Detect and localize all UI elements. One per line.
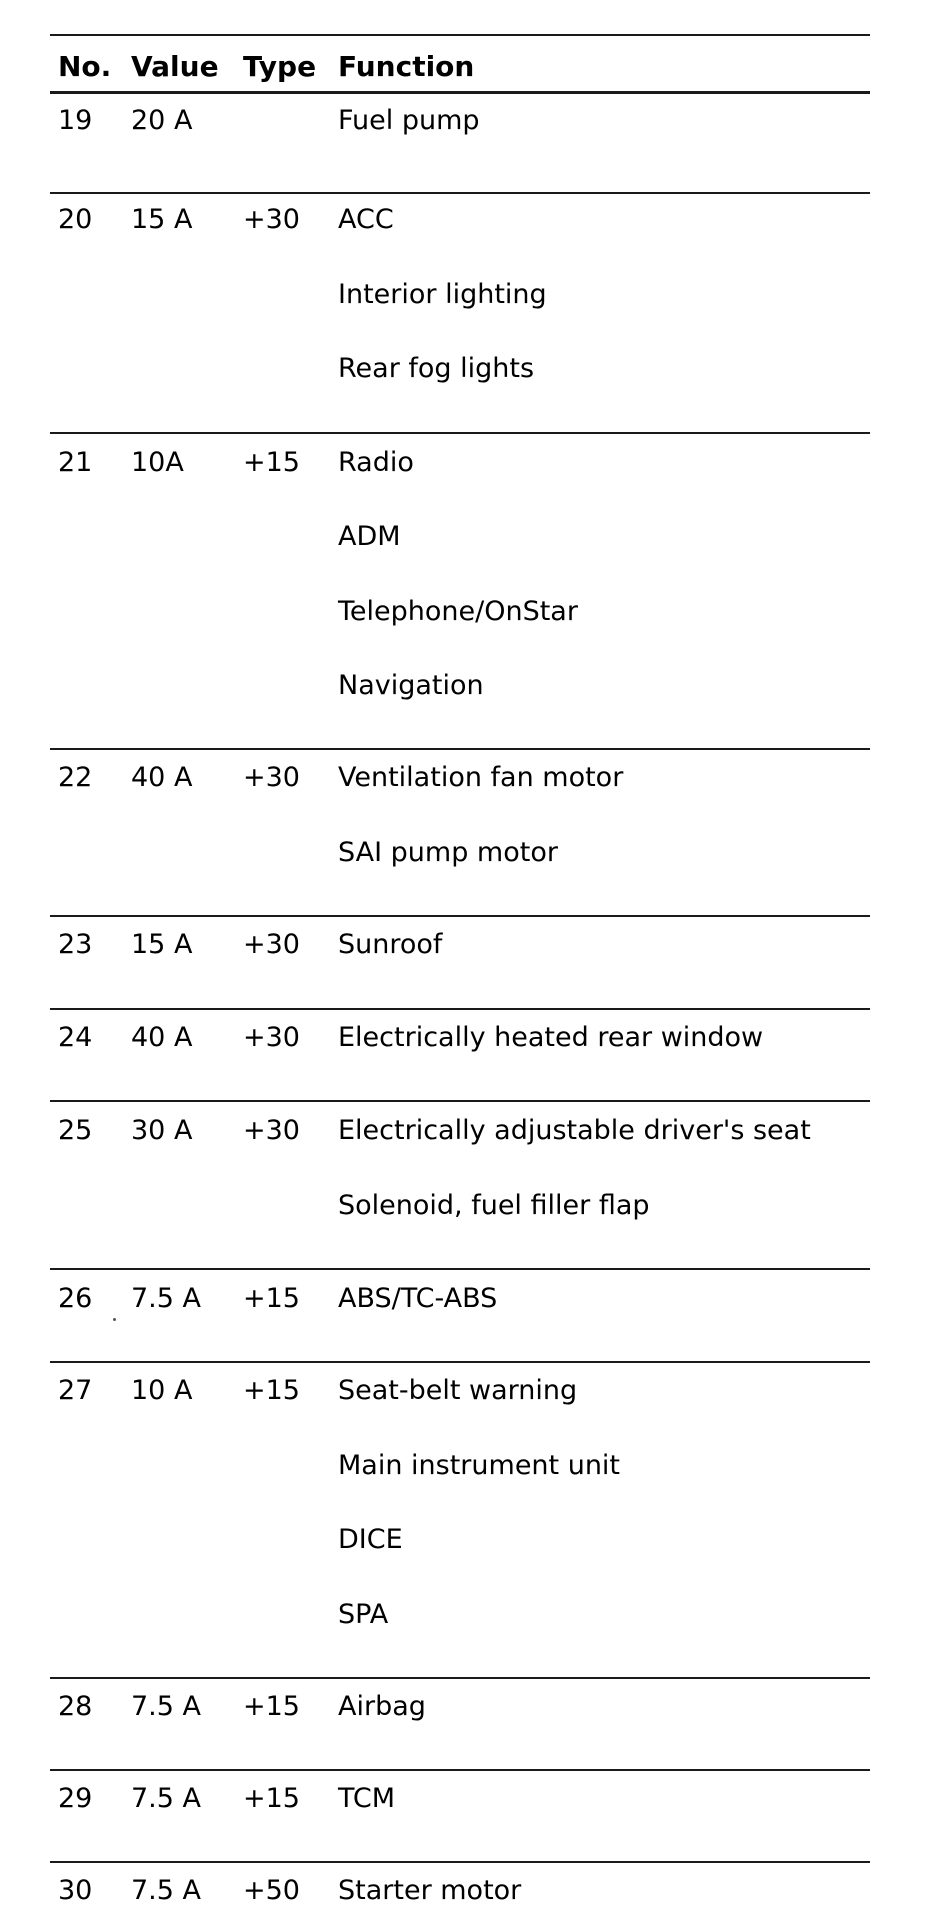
row-19-no: 19 xyxy=(58,105,93,136)
row-27-function-4: SPA xyxy=(338,1599,389,1630)
row-20-type: +30 xyxy=(243,204,300,235)
row-23-no: 23 xyxy=(58,929,93,960)
row-23-type: +30 xyxy=(243,929,300,960)
row-23-value: 15 A xyxy=(131,929,193,960)
row-22-function-1: Ventilation fan motor xyxy=(338,762,624,793)
row-27-value: 10 A xyxy=(131,1375,193,1406)
row-27-function-1: Seat-belt warning xyxy=(338,1375,578,1406)
row-divider xyxy=(50,1008,870,1010)
row-26-type: +15 xyxy=(243,1283,300,1314)
row-divider xyxy=(50,1100,870,1102)
scan-speck xyxy=(113,1318,116,1321)
row-29-no: 29 xyxy=(58,1783,93,1814)
row-22-type: +30 xyxy=(243,762,300,793)
header-rule xyxy=(50,91,870,94)
row-21-value: 10A xyxy=(131,447,184,478)
row-21-function-2: ADM xyxy=(338,521,401,552)
row-21-no: 21 xyxy=(58,447,93,478)
row-divider xyxy=(50,1769,870,1771)
row-26-value: 7.5 A xyxy=(131,1283,201,1314)
row-21-function-4: Navigation xyxy=(338,670,484,701)
row-19-function-1: Fuel pump xyxy=(338,105,480,136)
row-29-type: +15 xyxy=(243,1783,300,1814)
row-20-value: 15 A xyxy=(131,204,193,235)
row-21-function-3: Telephone/OnStar xyxy=(338,596,578,627)
table-top-rule xyxy=(50,34,870,36)
row-22-function-2: SAI pump motor xyxy=(338,837,558,868)
row-21-type: +15 xyxy=(243,447,300,478)
row-divider xyxy=(50,1677,870,1679)
row-29-function-1: TCM xyxy=(338,1783,396,1814)
row-25-type: +30 xyxy=(243,1115,300,1146)
row-20-function-1: ACC xyxy=(338,204,394,235)
row-divider xyxy=(50,1361,870,1363)
row-30-function-1: Starter motor xyxy=(338,1875,522,1906)
row-divider xyxy=(50,915,870,917)
row-22-value: 40 A xyxy=(131,762,193,793)
row-19-value: 20 A xyxy=(131,105,193,136)
row-21-function-1: Radio xyxy=(338,447,414,478)
row-divider xyxy=(50,1861,870,1863)
row-25-function-1: Electrically adjustable driver's seat xyxy=(338,1115,811,1146)
row-divider xyxy=(50,748,870,750)
row-divider xyxy=(50,192,870,194)
row-30-type: +50 xyxy=(243,1875,300,1906)
row-27-function-3: DICE xyxy=(338,1524,403,1555)
row-28-function-1: Airbag xyxy=(338,1691,426,1722)
row-20-no: 20 xyxy=(58,204,93,235)
row-divider xyxy=(50,432,870,434)
row-24-value: 40 A xyxy=(131,1022,193,1053)
row-28-value: 7.5 A xyxy=(131,1691,201,1722)
row-28-no: 28 xyxy=(58,1691,93,1722)
row-20-function-3: Rear fog lights xyxy=(338,353,535,384)
header-no: No. xyxy=(58,50,112,83)
row-27-function-2: Main instrument unit xyxy=(338,1450,621,1481)
row-26-no: 26 xyxy=(58,1283,93,1314)
row-25-value: 30 A xyxy=(131,1115,193,1146)
header-value: Value xyxy=(131,50,219,83)
row-23-function-1: Sunroof xyxy=(338,929,443,960)
row-29-value: 7.5 A xyxy=(131,1783,201,1814)
header-type: Type xyxy=(243,50,317,83)
row-25-function-2: Solenoid, fuel filler flap xyxy=(338,1190,650,1221)
row-24-no: 24 xyxy=(58,1022,93,1053)
row-30-no: 30 xyxy=(58,1875,93,1906)
row-27-no: 27 xyxy=(58,1375,93,1406)
row-30-value: 7.5 A xyxy=(131,1875,201,1906)
row-divider xyxy=(50,1268,870,1270)
row-22-no: 22 xyxy=(58,762,93,793)
row-28-type: +15 xyxy=(243,1691,300,1722)
row-26-function-1: ABS/TC-ABS xyxy=(338,1283,498,1314)
row-27-type: +15 xyxy=(243,1375,300,1406)
row-20-function-2: Interior lighting xyxy=(338,279,547,310)
row-24-function-1: Electrically heated rear window xyxy=(338,1022,764,1053)
row-24-type: +30 xyxy=(243,1022,300,1053)
header-function: Function xyxy=(338,50,475,83)
row-25-no: 25 xyxy=(58,1115,93,1146)
